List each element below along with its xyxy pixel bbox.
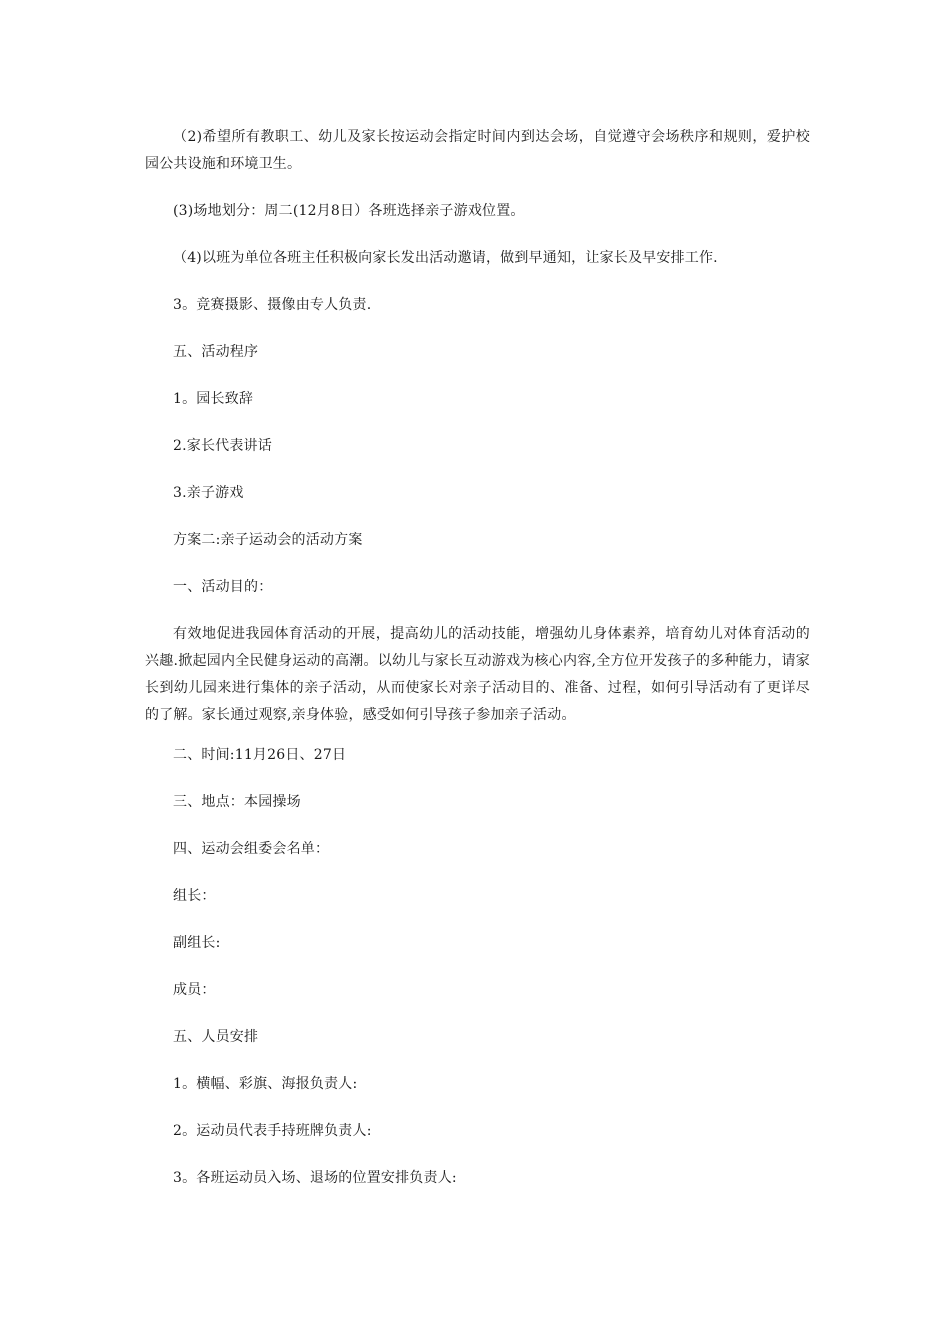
list-item-staff-1: 1。横幅、彩旗、海报负责人:: [173, 1076, 358, 1092]
paragraph-purpose-body: 有效地促进我园体育活动的开展，提高幼儿的活动技能，增强幼儿身体素养，培育幼儿对体育活动的兴趣.掀起园内全民健身运动的高潮。以幼儿与家长互动游戏为核心内容,全方位开发孩子的多种能力，请家长到幼儿园来进行集体的亲子活动，从而使家长对亲子活动目的、准备、过程，如何引导活动有了更详尽的了解。家长通过观察,亲身体验，感受如何引导孩子参加亲子活动。: [145, 626, 810, 723]
list-item-members: 成员：: [173, 982, 216, 998]
heading-purpose: 一、活动目的：: [173, 579, 273, 595]
paragraph-time: 二、时间:11月26日、27日: [173, 747, 347, 763]
heading-plan-two: 方案二:亲子运动会的活动方案: [173, 532, 363, 548]
paragraph-site-division: (3)场地划分：周二(12月8日）各班选择亲子游戏位置。: [173, 203, 525, 219]
heading-committee: 四、运动会组委会名单：: [173, 841, 330, 857]
heading-staffing: 五、人员安排: [173, 1029, 259, 1045]
paragraph-photography: 3。竞赛摄影、摄像由专人负责.: [173, 297, 372, 313]
list-item-deputy-leader: 副组长:: [173, 935, 221, 951]
paragraph-location: 三、地点：本园操场: [173, 794, 301, 810]
paragraph-invitation: （4)以班为单位各班主任积极向家长发出活动邀请，做到早通知，让家长及早安排工作.: [173, 250, 718, 266]
paragraph-venue-rules: （2)希望所有教职工、幼儿及家长按运动会指定时间内到达会场，自觉遵守会场秩序和规则，爱护校园公共设施和环境卫生。: [145, 129, 810, 172]
list-item-program-3: 3.亲子游戏: [173, 485, 244, 501]
heading-program: 五、活动程序: [173, 344, 259, 360]
list-item-staff-2: 2。运动员代表手持班牌负责人:: [173, 1123, 372, 1139]
list-item-leader: 组长：: [173, 888, 216, 904]
list-item-program-2: 2.家长代表讲话: [173, 438, 272, 454]
list-item-staff-3: 3。各班运动员入场、退场的位置安排负责人:: [173, 1170, 457, 1186]
list-item-program-1: 1。园长致辞: [173, 391, 254, 407]
